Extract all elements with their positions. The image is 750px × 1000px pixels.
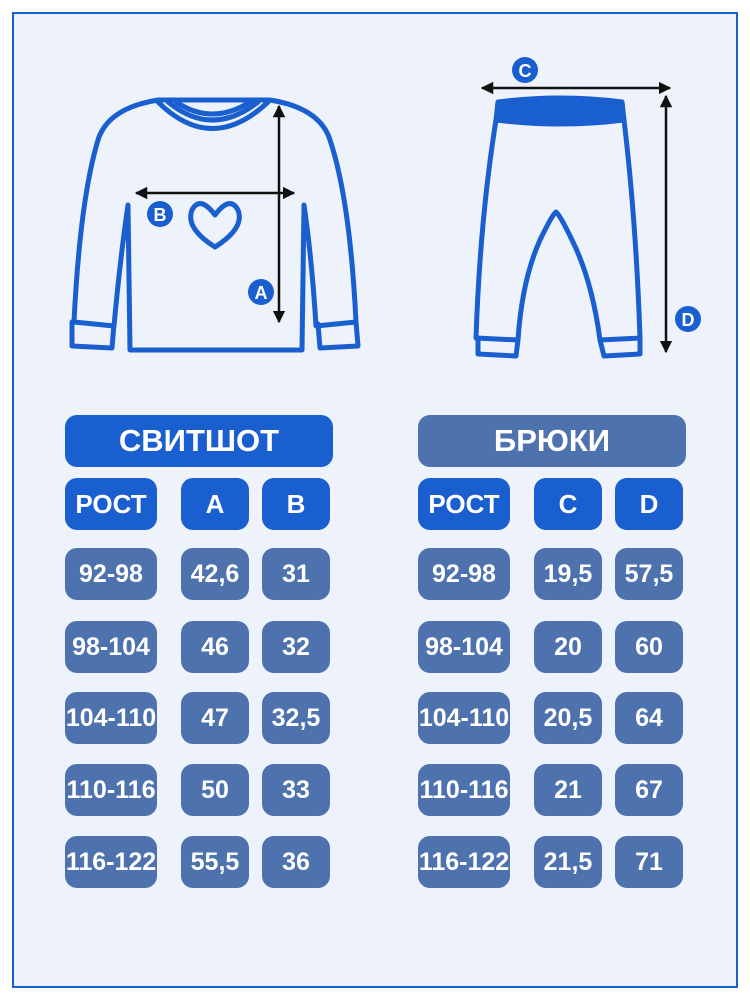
marker-d: D bbox=[681, 310, 695, 330]
sweatshirt-a-cell: 47 bbox=[181, 692, 249, 744]
marker-b: B bbox=[153, 205, 167, 225]
sweatshirt-title: СВИТШОТ bbox=[65, 415, 333, 467]
sweatshirt-height-cell: 116-122 bbox=[65, 836, 157, 888]
marker-a: A bbox=[254, 283, 268, 303]
sweatshirt-a-cell: 50 bbox=[181, 764, 249, 816]
pants-title: БРЮКИ bbox=[418, 415, 686, 467]
sweatshirt-b-cell: 33 bbox=[262, 764, 330, 816]
sweatshirt-height-cell: 104-110 bbox=[65, 692, 157, 744]
pants-icon bbox=[476, 98, 640, 356]
sweatshirt-header-height: РОСТ bbox=[65, 478, 157, 530]
pants-height-cell: 104-110 bbox=[418, 692, 510, 744]
pants-header-c: C bbox=[534, 478, 602, 530]
sweatshirt-b-cell: 36 bbox=[262, 836, 330, 888]
pants-header-height: РОСТ bbox=[418, 478, 510, 530]
pants-height-cell: 116-122 bbox=[418, 836, 510, 888]
sweatshirt-b-cell: 32 bbox=[262, 621, 330, 673]
pants-height-cell: 92-98 bbox=[418, 548, 510, 600]
sweatshirt-height-cell: 92-98 bbox=[65, 548, 157, 600]
sweatshirt-a-cell: 55,5 bbox=[181, 836, 249, 888]
pants-d-cell: 57,5 bbox=[615, 548, 683, 600]
pants-d-cell: 71 bbox=[615, 836, 683, 888]
sweatshirt-height-cell: 110-116 bbox=[65, 764, 157, 816]
garment-diagram bbox=[0, 0, 750, 400]
pants-c-cell: 21 bbox=[534, 764, 602, 816]
sweatshirt-height-cell: 98-104 bbox=[65, 621, 157, 673]
sweatshirt-header-b: B bbox=[262, 478, 330, 530]
marker-c: C bbox=[518, 61, 532, 81]
pants-c-cell: 21,5 bbox=[534, 836, 602, 888]
pants-c-cell: 20 bbox=[534, 621, 602, 673]
sweatshirt-a-cell: 46 bbox=[181, 621, 249, 673]
sweatshirt-header-a: A bbox=[181, 478, 249, 530]
pants-height-cell: 110-116 bbox=[418, 764, 510, 816]
pants-c-cell: 19,5 bbox=[534, 548, 602, 600]
pants-d-cell: 60 bbox=[615, 621, 683, 673]
pants-header-d: D bbox=[615, 478, 683, 530]
pants-c-cell: 20,5 bbox=[534, 692, 602, 744]
pants-d-cell: 64 bbox=[615, 692, 683, 744]
sweatshirt-b-cell: 32,5 bbox=[262, 692, 330, 744]
pants-height-cell: 98-104 bbox=[418, 621, 510, 673]
sweatshirt-a-cell: 42,6 bbox=[181, 548, 249, 600]
sweatshirt-icon bbox=[72, 100, 358, 350]
sweatshirt-b-cell: 31 bbox=[262, 548, 330, 600]
pants-d-cell: 67 bbox=[615, 764, 683, 816]
